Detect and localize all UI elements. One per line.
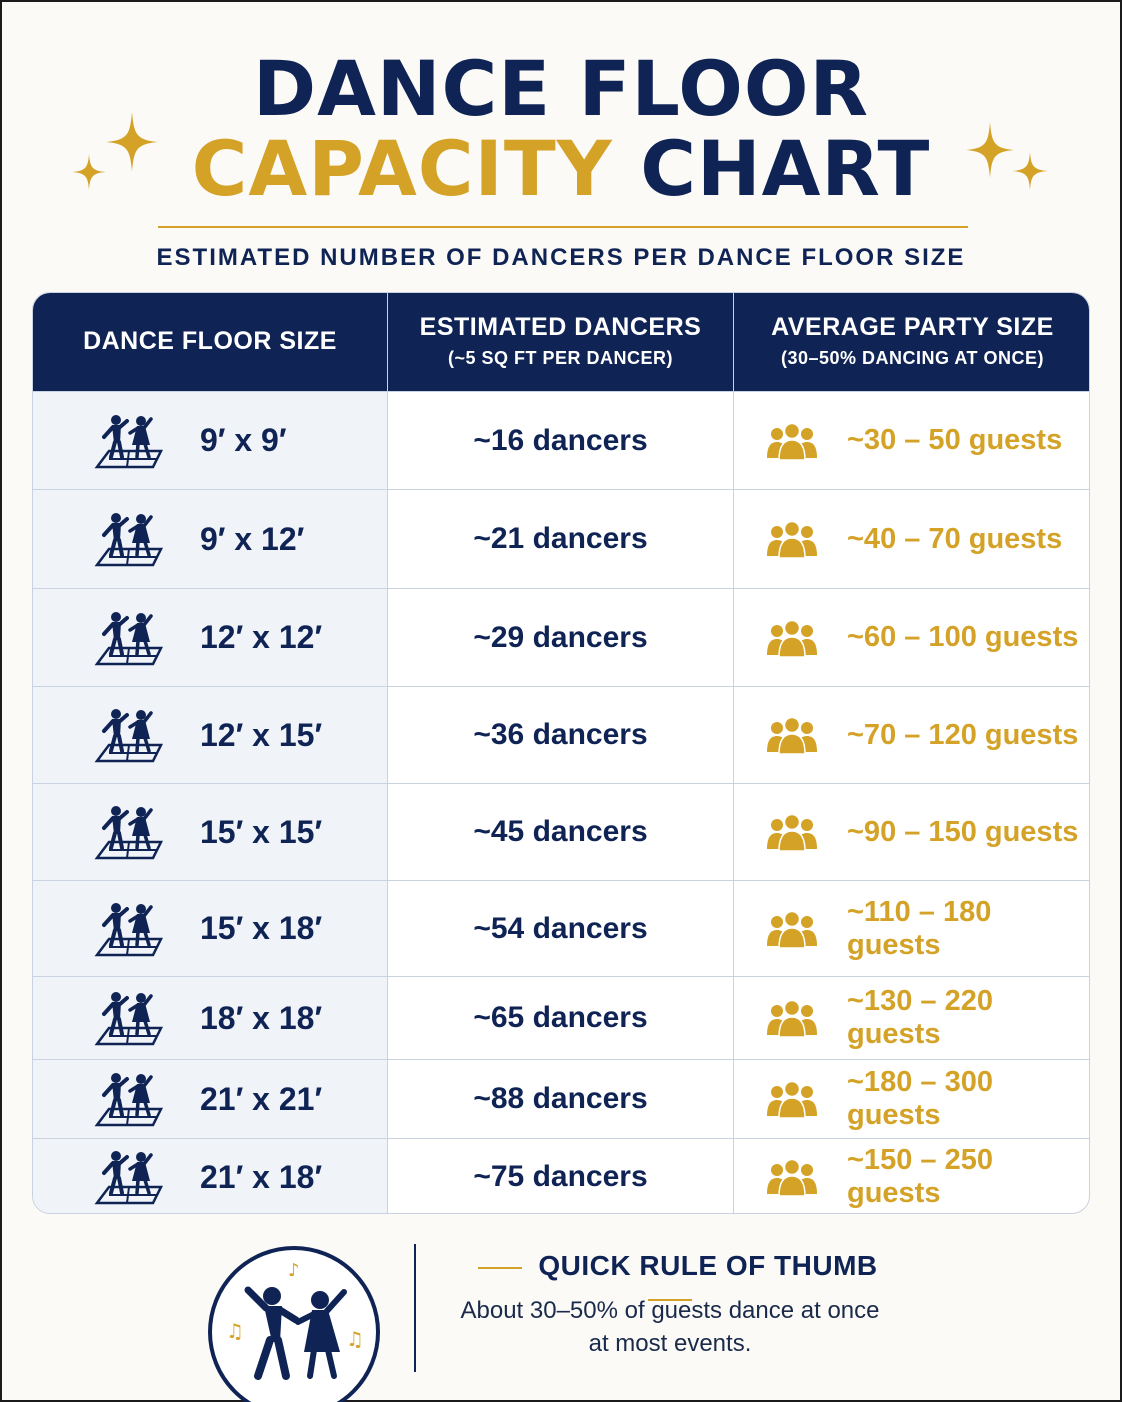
table-row — [33, 1059, 1090, 1138]
party-size: ~130 – 220 guests — [847, 985, 993, 1050]
table-row — [33, 686, 1090, 783]
floor-size: 12′ x 15′ — [200, 716, 323, 753]
tip-line-1: About 30–50% of guests dance at once — [460, 1297, 880, 1324]
capacity-table — [32, 292, 1090, 1214]
size-cell — [87, 589, 387, 686]
header-dancers-label: ESTIMATED DANCERS — [419, 313, 702, 341]
header-dancers — [388, 293, 733, 391]
dancing-couple-icon — [87, 990, 167, 1046]
size-cell — [87, 392, 387, 489]
dancing-couple-icon — [87, 610, 167, 666]
estimated-dancers: ~54 dancers — [473, 911, 648, 945]
estimated-dancers: ~65 dancers — [473, 1001, 648, 1034]
tip-divider — [414, 1244, 416, 1372]
party-size: ~40 – 70 guests — [847, 522, 1063, 555]
tip-title-text: QUICK RULE OF THUMB — [538, 1250, 878, 1281]
estimated-dancers: ~88 dancers — [473, 1082, 648, 1115]
title-divider — [158, 226, 968, 228]
header-party — [734, 293, 1090, 391]
page-title-accent: CAPACITY — [191, 124, 613, 213]
size-cell — [87, 881, 387, 976]
size-cell — [87, 977, 387, 1059]
column-divider — [733, 293, 734, 1214]
size-cell — [87, 490, 387, 588]
header-party-label: AVERAGE PARTY SIZE — [771, 313, 1054, 341]
dancing-couple-music-icon — [208, 1246, 380, 1376]
party-size: ~150 – 250 guests — [847, 1144, 993, 1209]
party-size-cell — [767, 977, 1090, 1059]
dancing-couple-icon — [87, 1149, 167, 1205]
dancing-couple-icon — [87, 413, 167, 469]
size-cell — [87, 687, 387, 783]
table-header — [33, 293, 1090, 391]
column-divider — [387, 293, 388, 1214]
party-size: ~110 – 180 guests — [847, 895, 992, 961]
size-cell — [87, 1139, 387, 1214]
svg-text:♫: ♫ — [346, 1327, 364, 1351]
party-size-cell — [767, 490, 1090, 588]
party-size: ~180 – 300 guests — [847, 1066, 993, 1131]
floor-size: 9′ x 12′ — [200, 520, 305, 557]
estimated-dancers: ~21 dancers — [473, 522, 648, 555]
page-title-line2 — [0, 124, 1122, 213]
table-row — [33, 489, 1090, 588]
floor-size: 18′ x 18′ — [200, 999, 323, 1036]
group-icon — [767, 520, 817, 558]
party-size-cell — [767, 687, 1090, 783]
header-size-label: DANCE FLOOR SIZE — [83, 327, 337, 355]
party-size-cell — [767, 881, 1090, 976]
group-icon — [767, 910, 817, 948]
group-icon — [767, 999, 817, 1037]
estimated-dancers: ~45 dancers — [473, 815, 648, 848]
party-size-cell — [767, 784, 1090, 880]
page-title-tail: CHART — [640, 124, 931, 213]
estimated-dancers: ~36 dancers — [473, 718, 648, 751]
dancing-couple-icon — [87, 707, 167, 763]
group-icon — [767, 716, 817, 754]
size-cell — [87, 1060, 387, 1138]
floor-size: 21′ x 18′ — [200, 1158, 323, 1195]
size-cell — [87, 784, 387, 880]
header-party-note: (30–50% DANCING AT ONCE) — [780, 348, 1045, 368]
table-row — [33, 391, 1090, 489]
party-size-cell — [767, 1060, 1090, 1138]
party-size-cell — [767, 589, 1090, 686]
dancing-couple-icon — [87, 1071, 167, 1127]
group-icon — [767, 1158, 817, 1196]
floor-size: 15′ x 15′ — [200, 813, 323, 850]
party-size: ~60 – 100 guests — [847, 621, 1079, 653]
header-dancers-note: (~5 SQ FT PER DANCER) — [447, 348, 674, 368]
svg-text:♪: ♪ — [288, 1260, 300, 1281]
party-size-cell — [767, 392, 1090, 489]
estimated-dancers: ~75 dancers — [473, 1160, 648, 1193]
party-size: ~30 – 50 guests — [847, 424, 1063, 456]
svg-text:♫: ♫ — [226, 1319, 244, 1343]
group-icon — [767, 619, 817, 657]
estimated-dancers: ~16 dancers — [473, 423, 648, 457]
estimated-dancers: ~29 dancers — [473, 620, 648, 654]
tip-body — [440, 1294, 900, 1360]
table-row — [33, 783, 1090, 880]
floor-size: 15′ x 18′ — [200, 910, 323, 946]
group-icon — [767, 422, 817, 460]
floor-size: 12′ x 12′ — [200, 619, 323, 655]
dancing-couple-icon — [87, 804, 167, 860]
table-row — [33, 1138, 1090, 1214]
floor-size: 9′ x 9′ — [200, 422, 287, 458]
group-icon — [767, 1080, 817, 1118]
floor-size: 21′ x 21′ — [200, 1080, 323, 1117]
group-icon — [767, 813, 817, 851]
party-size: ~90 – 150 guests — [847, 815, 1079, 848]
table-row — [33, 976, 1090, 1059]
tip-line-2: at most events. — [588, 1330, 752, 1357]
dancing-couple-icon — [87, 511, 167, 567]
page-subtitle: ESTIMATED NUMBER OF DANCERS PER DANCE FLOOR SIZE — [156, 244, 966, 271]
table-row — [33, 588, 1090, 686]
tip-dash-left — [478, 1267, 522, 1269]
party-size-cell — [767, 1139, 1090, 1214]
header-size — [33, 293, 387, 391]
dancing-couple-icon — [87, 901, 167, 957]
page-title-line1: DANCE FLOOR — [252, 44, 870, 133]
party-size: ~70 – 120 guests — [847, 718, 1079, 751]
table-row — [33, 880, 1090, 976]
